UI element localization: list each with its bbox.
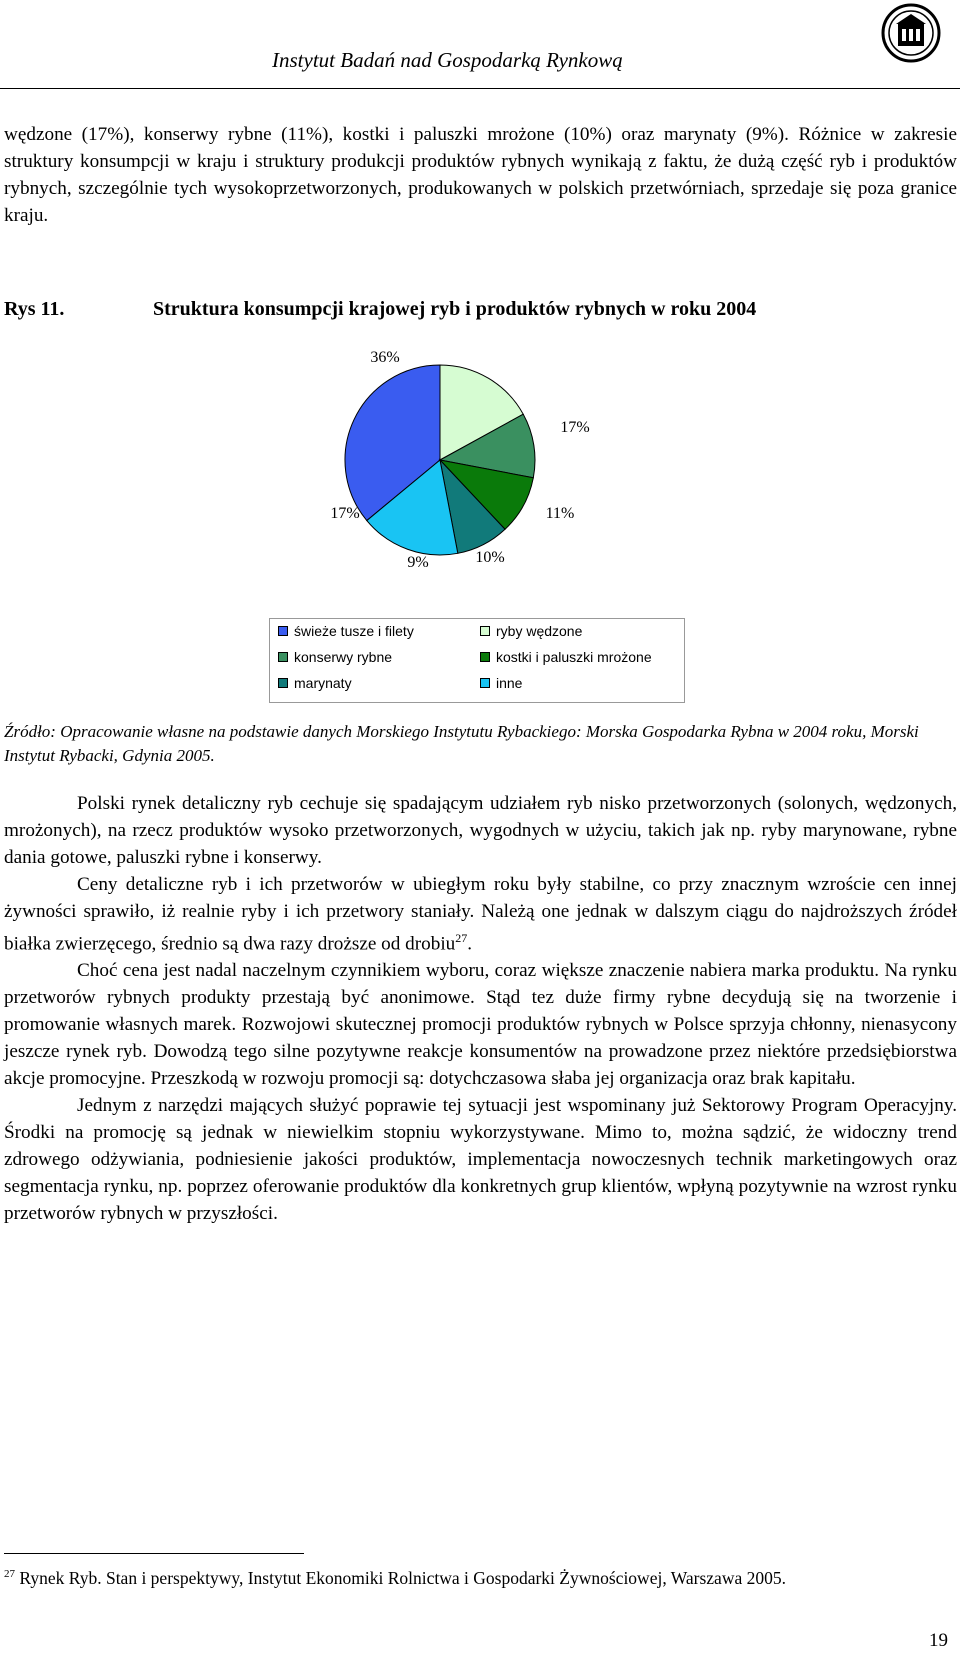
footnote-number: 27 — [4, 1568, 15, 1581]
legend-swatch — [480, 626, 490, 636]
intro-paragraph: wędzone (17%), konserwy rybne (11%), kostki i paluszki mrożone (10%) oraz marynaty (9%). Różnice w zakresie struktury konsumpcji w kraju i struktury produkcji produktów rybnych wynikają z faktu, że dużą część ryb i produktów rybnych, szczególnie tych wysokoprzetworzonych, produkowanych w polskich przetwórniach, sprzedaje się poza granice kraju. — [4, 124, 957, 226]
legend-swatch — [278, 678, 288, 688]
legend-label: konserwy rybne — [294, 649, 393, 665]
legend-swatch — [480, 652, 490, 662]
institute-logo — [881, 2, 941, 64]
pie-chart-svg — [0, 340, 960, 620]
body-paragraph: Polski rynek detaliczny ryb cechuje się spadającym udziałem ryb nisko przetworzonych (solonych, wędzonych, mrożonych), na rzecz produktów wysoko przetworzonych, wygodnych w użyciu, takich jak np. ryby marynowane, rybne dania gotowe, paluszki rybne i konserwy. — [4, 793, 957, 868]
legend-swatch — [278, 652, 288, 662]
figure-title: Struktura konsumpcji krajowej ryb i produktów rybnych w roku 2004 — [153, 298, 757, 320]
header-title: Instytut Badań nad Gospodarką Rynkową — [272, 48, 623, 72]
legend-label: kostki i paluszki mrożone — [496, 649, 652, 665]
pie-data-label: 17% — [330, 505, 360, 522]
page-header — [0, 0, 960, 90]
figure-number: Rys 11. — [4, 298, 65, 320]
legend-label: marynaty — [294, 675, 352, 691]
chart-legend — [269, 618, 685, 703]
page-number: 19 — [929, 1630, 948, 1651]
footnote-text: Rynek Ryb. Stan i perspektywy, Instytut Ekonomiki Rolnictwa i Gospodarki Żywnościowej, Warszawa 2005. — [19, 1568, 786, 1588]
legend-swatch — [278, 626, 288, 636]
body-paragraph-text: Ceny detaliczne ryb i ich przetworów w ubiegłym roku były stabilne, co przy znacznym wzroście cen innej żywności sprawiło, iż realnie ryby i ich przetwory staniały. Należą one jednak w dalszym ciągu do najdroższych źródeł białka zwierzęcego, średnio są dwa razy droższe od drobiu — [4, 874, 957, 955]
legend-item — [278, 623, 414, 639]
legend-item — [480, 649, 652, 665]
body-paragraph-end: . — [467, 933, 473, 955]
pie-data-label: 9% — [407, 554, 429, 571]
footnote — [4, 1568, 786, 1589]
footnote-rule — [4, 1553, 304, 1554]
legend-label: ryby wędzone — [496, 623, 583, 639]
legend-item — [480, 675, 522, 691]
legend-item — [278, 675, 352, 691]
legend-item — [278, 649, 392, 665]
legend-label: inne — [496, 675, 523, 691]
header-rule — [0, 88, 960, 89]
body-text — [4, 790, 957, 1227]
pie-data-label: 11% — [545, 505, 575, 522]
pie-data-label: 17% — [560, 419, 590, 436]
legend-item — [480, 623, 582, 639]
legend-swatch — [480, 678, 490, 688]
figure-source: Źródło: Opracowanie własne na podstawie danych Morskiego Instytutu Rybackiego: Morska Gospodarka Rybna w 2004 roku, Morski Instytut Rybacki, Gdynia 2005. — [4, 722, 919, 765]
pie-data-label: 10% — [475, 549, 505, 566]
body-paragraph: Jednym z narzędzi mających służyć poprawie tej sytuacji jest wspominany już Sektorowy Program Operacyjny. Środki na promocję są jednak w niewielkim stopniu wykorzystywane. Mimo to, można sądzić, że widoczny trend zdrowego odżywiania, podniesienie jakości produktów, implementacja nowoczesnych technik marketingowych oraz segmentacja rynku, np. poprzez oferowanie produktów dla konkretnych grup klientów, wpłyną pozytywnie na wzrost rynku przetworów rybnych w przyszłości. — [4, 1095, 957, 1225]
pie-data-label: 36% — [370, 349, 400, 366]
footnote-reference[interactable]: 27 — [455, 931, 468, 945]
body-paragraph — [4, 871, 957, 957]
body-paragraph: Choć cena jest nadal naczelnym czynnikiem wyboru, coraz większe znaczenie nabiera marka produktu. Na rynku przetworów rybnych produkty przestają być anonimowe. Stąd tez duże firmy rybne decydują się na tworzenie i promowanie własnych marek. Rozwojowi skutecznej promocji produktów rybnych w Polsce sprzyja chłonny, nienasycony jeszcze rynek ryb. Dowodzą tego silne pozytywne reakcje konsumentów na prowadzone przez niektóre przedsiębiorstwa akcje promocyjne. Przeszkodą w rozwoju promocji są: dotychczasowa słaba jej organizacja oraz brak kapitału. — [4, 960, 957, 1090]
legend-label: świeże tusze i filety — [294, 623, 414, 639]
